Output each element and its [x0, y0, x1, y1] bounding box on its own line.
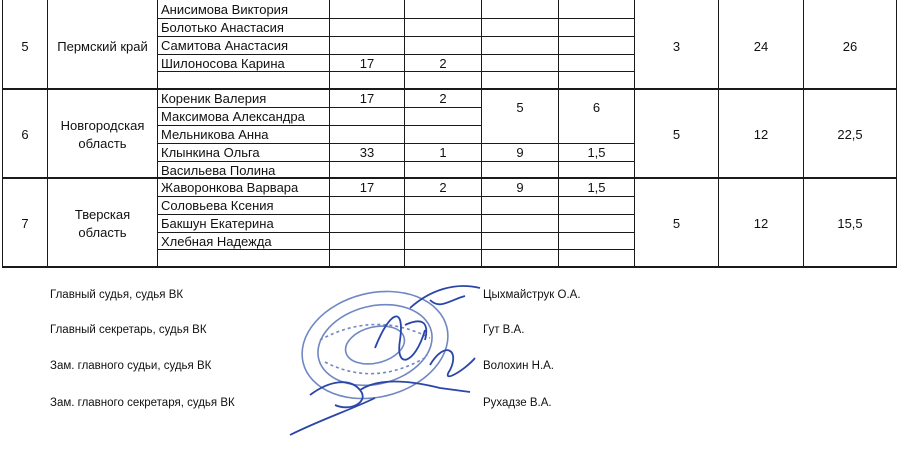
score-c4: 1,5 [587, 180, 606, 195]
score-c2: 2 [439, 180, 447, 195]
col-divider-c1 [404, 0, 405, 267]
athlete-name: Жаворонкова Варвара [161, 180, 299, 195]
athlete-name: Болотько Анастасия [161, 20, 284, 35]
athlete-name: Кореник Валерия [161, 91, 267, 106]
athlete-name: Клынкина Ольга [161, 145, 260, 160]
team-number: 7 [21, 216, 29, 231]
team-total-3: 26 [842, 39, 858, 54]
score-c2: 2 [439, 91, 447, 106]
athlete-name: Соловьева Ксения [161, 198, 274, 213]
team-region-line2: область [78, 136, 127, 151]
signature-title: Зам. главного секретаря, судья ВК [50, 397, 235, 409]
score-c2: 2 [439, 56, 447, 71]
score-c3: 9 [516, 180, 524, 195]
score-c1: 33 [359, 145, 375, 160]
athlete-name: Васильева Полина [161, 163, 276, 178]
score-c3: 5 [516, 100, 524, 115]
team-total-2: 12 [753, 127, 769, 142]
athlete-name: Хлебная Надежда [161, 234, 272, 249]
athlete-name: Шилоносова Карина [161, 56, 285, 71]
col-divider-c3 [558, 0, 559, 267]
signature-title: Главный судья, судья ВК [50, 289, 184, 301]
table-border-right [896, 0, 897, 267]
team-number: 5 [21, 39, 29, 54]
team-total-1: 5 [672, 127, 681, 142]
team-total-1: 5 [672, 216, 681, 231]
team-total-3: 22,5 [837, 127, 863, 142]
team-region-line2: область [78, 225, 127, 240]
athlete-name: Анисимова Виктория [161, 2, 288, 17]
team-region-line1: Тверская [74, 207, 131, 222]
team-total-1: 3 [672, 39, 681, 54]
team-region: Пермский край [57, 39, 148, 54]
athlete-name: Бакшун Екатерина [161, 216, 274, 231]
signatory-name: Цыхмайструк О.А. [483, 289, 581, 301]
team-number: 6 [21, 127, 29, 142]
signatory-name: Волохин Н.А. [483, 360, 555, 372]
athlete-name: Максимова Александра [161, 109, 305, 124]
score-c3: 9 [516, 145, 524, 160]
team-total-3: 15,5 [837, 216, 863, 231]
score-c4: 6 [592, 100, 601, 115]
team-total-2: 12 [753, 216, 769, 231]
score-c1: 17 [359, 180, 375, 195]
signatory-name: Гут В.А. [483, 324, 525, 336]
team-region-line1: Новгородская [60, 118, 145, 133]
signature-title: Зам. главного судьи, судья ВК [50, 360, 212, 372]
score-c4: 1,5 [587, 145, 606, 160]
signatory-name: Рухадзе В.А. [483, 397, 552, 409]
col-divider-name [329, 0, 330, 267]
score-c1: 17 [359, 91, 375, 106]
team-total-2: 24 [753, 39, 769, 54]
score-c1: 17 [359, 56, 375, 71]
signature-title: Главный секретарь, судья ВК [50, 324, 207, 336]
score-c2: 1 [439, 145, 447, 160]
athlete-name: Мельникова Анна [161, 127, 269, 142]
col-divider-region [157, 0, 158, 267]
table-bottom-border [2, 266, 897, 268]
col-divider-c2 [481, 0, 482, 267]
athlete-name: Самитова Анастасия [161, 38, 289, 53]
